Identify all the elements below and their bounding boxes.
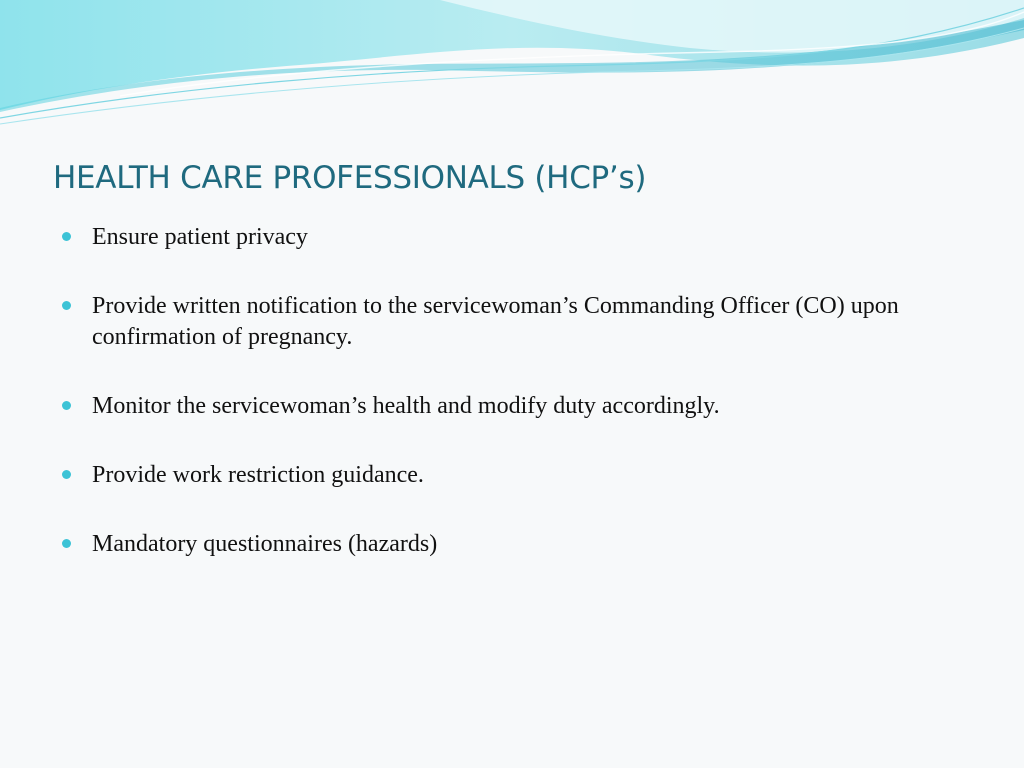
- bullet-marker-icon: [62, 539, 71, 548]
- bullet-marker-icon: [62, 301, 71, 310]
- bullet-text: Provide work restriction guidance.: [92, 462, 424, 488]
- bullet-text: Ensure patient privacy: [92, 224, 308, 250]
- bullet-list: [62, 222, 962, 598]
- bullet-item: [62, 291, 962, 353]
- decorative-wave-header: [0, 0, 1024, 130]
- bullet-text: Monitor the servicewoman’s health and modify duty accordingly.: [92, 393, 720, 419]
- bullet-marker-icon: [62, 232, 71, 241]
- bullet-item: [62, 529, 962, 560]
- bullet-text: Provide written notification to the servicewoman’s Commanding Officer (CO) upon confirmation of pregnancy.: [92, 293, 899, 350]
- bullet-item: [62, 391, 962, 422]
- bullet-text: Mandatory questionnaires (hazards): [92, 531, 438, 557]
- bullet-item: [62, 222, 962, 253]
- bullet-marker-icon: [62, 401, 71, 410]
- bullet-marker-icon: [62, 470, 71, 479]
- slide-title: HEALTH CARE PROFESSIONALS (HCP’s): [53, 160, 647, 196]
- bullet-item: [62, 460, 962, 491]
